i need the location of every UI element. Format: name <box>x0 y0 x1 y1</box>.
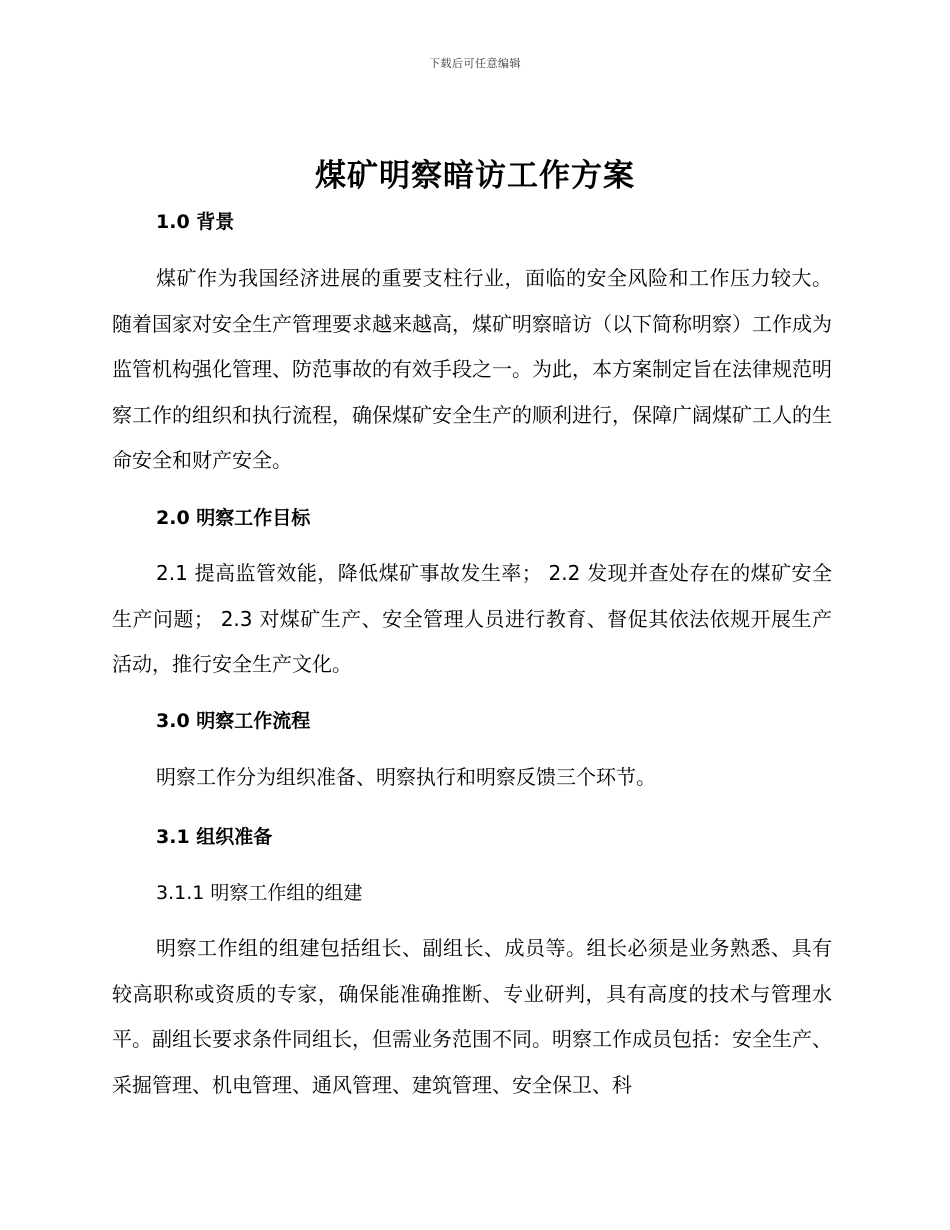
section-heading-organization: 3.1 组织准备 <box>156 826 273 848</box>
document-title: 煤矿明察暗访工作方案 <box>315 158 635 194</box>
paragraph-background: 煤矿作为我国经济进展的重要支柱行业，面临的安全风险和工作压力较大。随着国家对安全生产管理要求越来越高，煤矿明察暗访（以下简称明察）工作成为监管机构强化管理、防范事故的有效手段之一。为此，本方案制定旨在法律规范明察工作的组织和执行流程，确保煤矿安全生产的顺利进行，保障广阔煤矿工人的生命安全和财产安全。 <box>112 266 832 472</box>
paragraph-team-formation: 明察工作组的组建包括组长、副组长、成员等。组长必须是业务熟悉、具有较高职称或资质的专家，确保能准确推断、专业研判，具有高度的技术与管理水平。副组长要求条件同组长，但需业务范围不同。明察工作成员包括：安全生产、采掘管理、机电管理、通风管理、建筑管理、安全保卫、科 <box>112 936 832 1097</box>
section-heading-process: 3.0 明察工作流程 <box>156 710 311 732</box>
section-heading-background: 1.0 背景 <box>156 211 235 233</box>
header-note: 下载后可任意编辑 <box>429 57 521 70</box>
paragraph-process: 明察工作分为组织准备、明察执行和明察反馈三个环节。 <box>156 765 656 789</box>
section-heading-team-formation: 3.1.1 明察工作组的组建 <box>156 882 363 904</box>
paragraph-goals: 2.1 提高监管效能，降低煤矿事故发生率； 2.2 发现并查处存在的煤矿安全生产问题； 2.3 对煤矿生产、安全管理人员进行教育、督促其依法依规开展生产活动，推行安全生产文化。 <box>112 561 832 676</box>
section-heading-goals: 2.0 明察工作目标 <box>156 507 311 529</box>
